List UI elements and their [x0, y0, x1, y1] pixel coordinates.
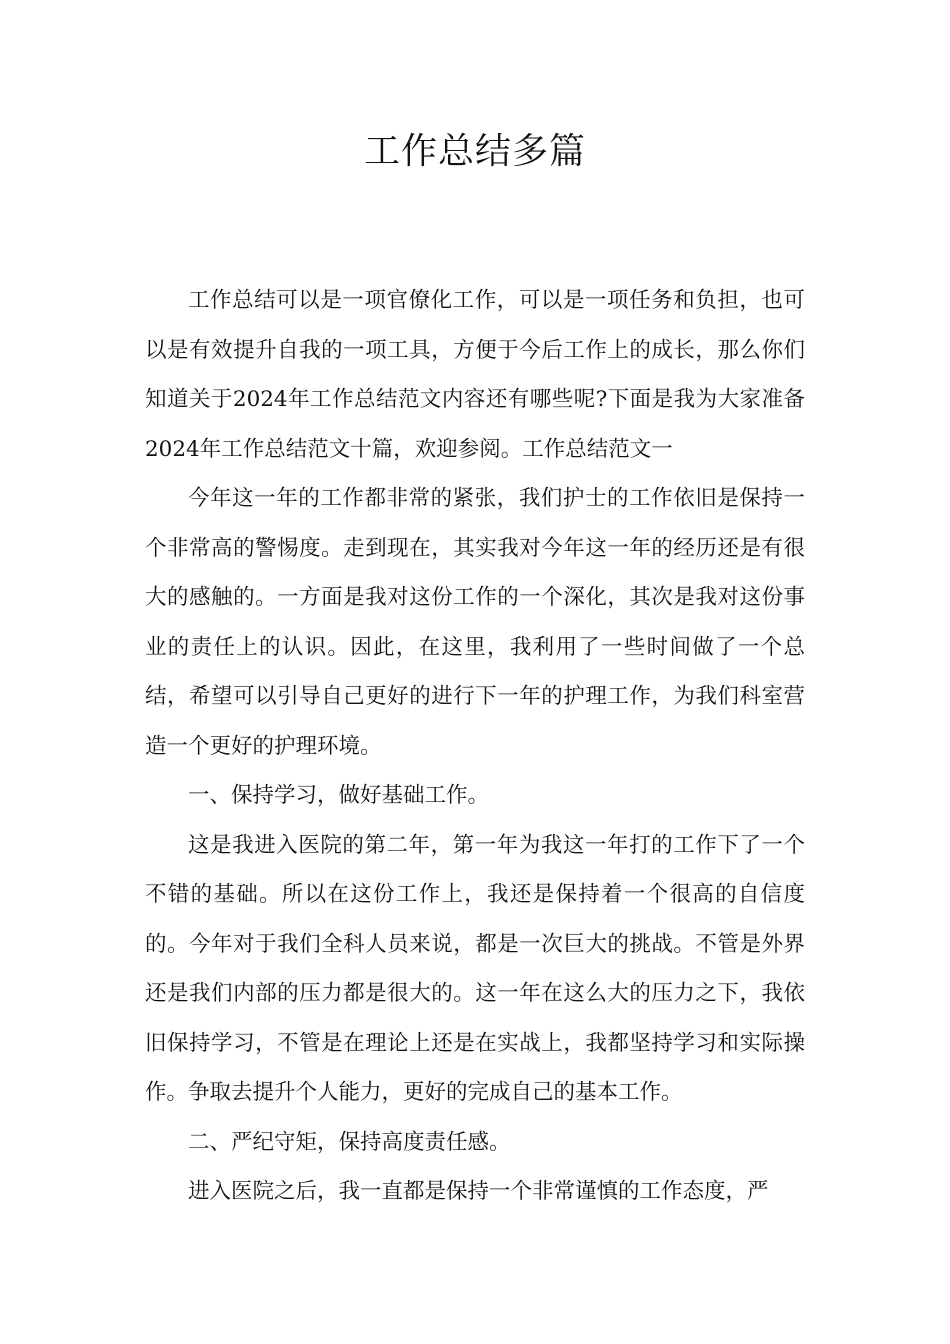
paragraph-section-1: 这是我进入医院的第二年，第一年为我这一年打的工作下了一个不错的基础。所以在这份工作上，我还是保持着一个很高的自信度的。今年对于我们全科人员来说，都是一次巨大的挑战。不管是外界还是我们内部的压力都是很大的。这一年在这么大的压力之下，我依旧保持学习，不管是在理论上还是在实战上，我都坚持学习和实际操作。争取去提升个人能力，更好的完成自己的基本工作。 — [145, 832, 805, 1105]
document-body — [145, 276, 805, 1217]
paragraph-intro: 工作总结可以是一项官僚化工作，可以是一项任务和负担，也可以是有效提升自我的一项工具，方便于今后工作上的成长，那么你们知道关于2024年工作总结范文内容还有哪些呢?下面是我为大家准备2024年工作总结范文十篇，欢迎参阅。工作总结范文一 — [145, 288, 805, 462]
section-heading-2: 二、严纪守矩，保持高度责任感。 — [188, 1129, 511, 1155]
paragraph-section-2: 进入医院之后，我一直都是保持一个非常谨慎的工作态度，严 — [188, 1179, 769, 1204]
paragraph-overview: 今年这一年的工作都非常的紧张，我们护士的工作依旧是保持一个非常高的警惕度。走到现在，其实我对今年这一年的经历还是有很大的感触的。一方面是我对这份工作的一个深化，其次是我对这份事业的责任上的认识。因此，在这里，我利用了一些时间做了一个总结，希望可以引导自己更好的进行下一年的护理工作，为我们科室营造一个更好的护理环境。 — [145, 486, 805, 759]
section-heading-1: 一、保持学习，做好基础工作。 — [188, 783, 490, 808]
document-title: 工作总结多篇 — [363, 131, 586, 172]
